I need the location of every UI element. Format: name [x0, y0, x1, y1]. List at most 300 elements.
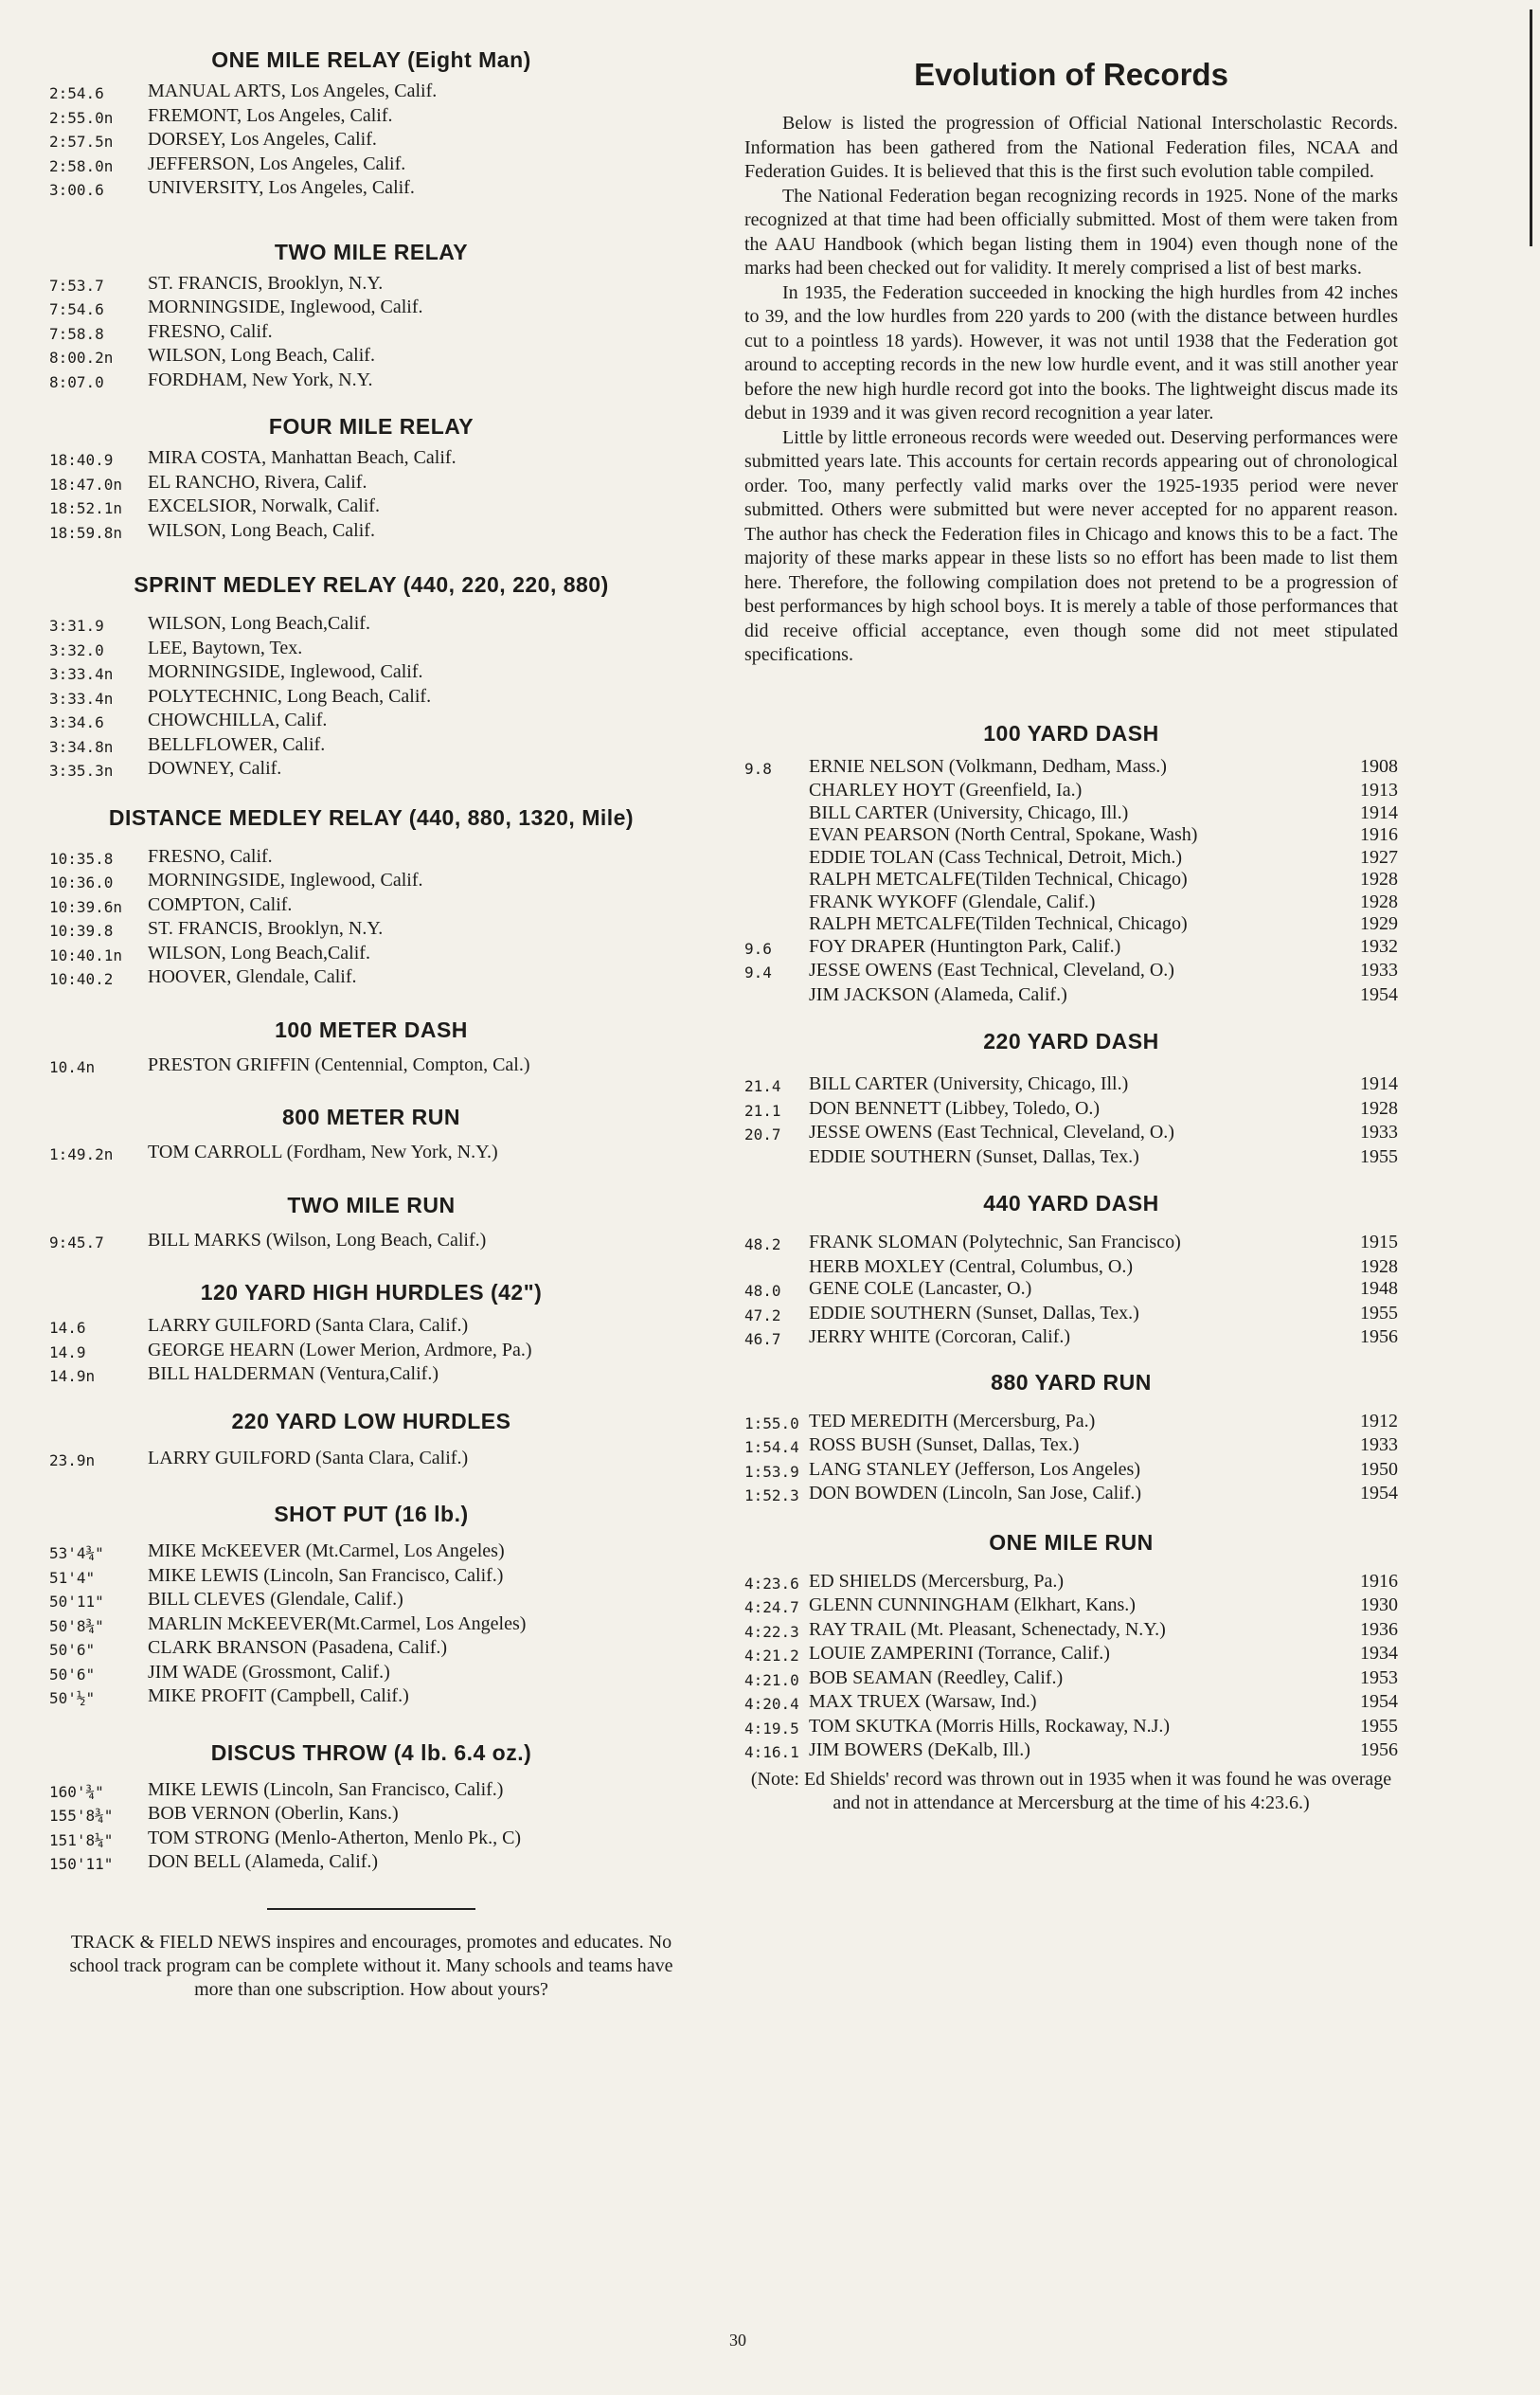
record-holder: EVAN PEARSON (North Central, Spokane, Wash)	[809, 824, 1198, 845]
record-mark: 10.4n	[49, 1057, 96, 1076]
record-holder: MIKE LEWIS (Lincoln, San Francisco, Calif.)	[148, 1564, 504, 1586]
record-row	[49, 105, 693, 130]
record-row	[49, 1315, 693, 1340]
record-holder: JERRY WHITE (Corcoran, Calif.)	[809, 1326, 1071, 1347]
right-column	[744, 47, 1398, 1815]
record-mark: 9.4	[744, 963, 772, 981]
record-mark: 3:32.0	[49, 640, 104, 659]
record-mark: 1:54.4	[744, 1438, 799, 1456]
record-row	[49, 321, 693, 346]
distance-medley-section	[49, 805, 693, 991]
record-holder: MIRA COSTA, Manhattan Beach, Calif.	[148, 447, 457, 468]
record-year: 1954	[1360, 1691, 1398, 1712]
record-row	[744, 1594, 1398, 1619]
record-mark: 2:55.0n	[49, 108, 114, 127]
record-holder: DON BELL (Alameda, Calif.)	[148, 1851, 379, 1872]
record-holder: ST. FRANCIS, Brooklyn, N.Y.	[148, 272, 384, 294]
section-heading: 120 YARD HIGH HURDLES (42")	[200, 1280, 543, 1305]
record-row	[49, 1142, 693, 1166]
record-mark	[744, 913, 809, 936]
record-holder: FREMONT, Los Angeles, Calif.	[148, 104, 393, 126]
record-year: 1955	[1360, 1145, 1398, 1167]
record-holder: EL RANCHO, Rivera, Calif.	[148, 471, 367, 493]
section-heading: ONE MILE RUN	[989, 1529, 1154, 1555]
record-year: 1914	[1360, 1073, 1398, 1094]
record-mark: 47.2	[744, 1306, 781, 1324]
record-mark: 7:54.6	[49, 300, 104, 318]
record-holder: TOM SKUTKA (Morris Hills, Rockaway, N.J.)	[809, 1715, 1171, 1737]
record-mark: 51'4"	[49, 1568, 96, 1587]
record-year: 1933	[1360, 1122, 1398, 1143]
record-mark: 46.7	[744, 1330, 781, 1348]
record-holder: HERB MOXLEY (Central, Columbus, O.)	[809, 1255, 1134, 1277]
record-year: 1932	[1360, 935, 1398, 957]
record-list	[49, 1230, 693, 1254]
record-mark: 8:00.2n	[49, 349, 114, 367]
record-holder: JIM BOWERS (DeKalb, Ill.)	[809, 1739, 1030, 1760]
record-mark: 53'4¾"	[49, 1544, 104, 1562]
record-mark: 1:55.0	[744, 1414, 799, 1432]
record-holder: EDDIE TOLAN (Cass Technical, Detroit, Mich.)	[809, 846, 1183, 868]
record-row	[744, 1434, 1398, 1459]
record-holder: DON BENNETT (Libbey, Toledo, O.)	[809, 1097, 1101, 1119]
section-heading: FOUR MILE RELAY	[268, 414, 475, 439]
record-mark	[744, 802, 809, 825]
section-heading: 220 YARD DASH	[983, 1029, 1159, 1053]
record-mark: 23.9n	[49, 1450, 96, 1469]
record-holder: LOUIE ZAMPERINI (Torrance, Calif.)	[809, 1643, 1110, 1664]
record-mark	[744, 1146, 809, 1169]
record-year: 1928	[1360, 891, 1398, 912]
record-mark: 3:34.8n	[49, 737, 114, 756]
record-holder: MIKE McKEEVER (Mt.Carmel, Los Angeles)	[148, 1540, 505, 1561]
hundred-meter-section	[49, 1017, 693, 1079]
record-holder: EXCELSIOR, Norwalk, Calif.	[148, 495, 380, 516]
record-holder: RAY TRAIL (Mt. Pleasant, Schenectady, N.Y.)	[809, 1618, 1166, 1640]
record-mark: 2:58.0n	[49, 156, 114, 175]
section-heading: 100 METER DASH	[275, 1017, 468, 1042]
record-row	[49, 1828, 693, 1852]
record-holder: JIM JACKSON (Alameda, Calif.)	[809, 983, 1067, 1005]
record-row	[49, 943, 693, 967]
record-list	[49, 1054, 693, 1079]
record-list	[49, 273, 693, 394]
record-list	[49, 1779, 693, 1876]
record-row	[49, 273, 693, 297]
record-year: 1934	[1360, 1643, 1398, 1664]
record-holder: MIKE PROFIT (Campbell, Calif.)	[148, 1685, 409, 1706]
record-year: 1953	[1360, 1666, 1398, 1688]
record-list	[744, 1232, 1398, 1351]
record-row	[744, 1122, 1398, 1146]
record-mark: 3:35.3n	[49, 762, 114, 780]
record-holder: JIM WADE (Grossmont, Calif.)	[148, 1661, 390, 1683]
page-title: Evolution of Records	[914, 57, 1228, 92]
record-holder: BILL MARKS (Wilson, Long Beach, Calif.)	[148, 1229, 487, 1251]
section-heading: DISCUS THROW (4 lb. 6.4 oz.)	[210, 1739, 532, 1765]
record-holder: RALPH METCALFE(Tilden Technical, Chicago)	[809, 869, 1188, 890]
record-holder: CLARK BRANSON (Pasadena, Calif.)	[148, 1637, 448, 1658]
record-mark: 48.0	[744, 1282, 781, 1300]
record-mark: 10:39.8	[49, 922, 114, 940]
record-holder: TED MEREDITH (Mercersburg, Pa.)	[809, 1410, 1096, 1432]
record-holder: ED SHIELDS (Mercersburg, Pa.)	[809, 1570, 1065, 1592]
record-mark: 4:24.7	[744, 1598, 799, 1616]
record-row	[49, 1540, 693, 1565]
record-holder: GEORGE HEARN (Lower Merion, Ardmore, Pa.)	[148, 1339, 532, 1360]
record-holder: CHARLEY HOYT (Greenfield, Ia.)	[809, 780, 1083, 801]
record-holder: DORSEY, Los Angeles, Calif.	[148, 129, 377, 150]
record-year: 1916	[1360, 824, 1398, 845]
intro-paragraph: In 1935, the Federation succeeded in knocking the high hurdles from 42 inches to 39, and the low hurdles from 220 yards to 200 (with the distance between hurdles cut to a pointless 18 yards). However, it was not until 1938 that the Federation got around to accepting records in the new low hurdle event, and it was still another year before the new high hurdle record got into the books. The lightweight discus made its debut in 1939 and it was given record recognition a year later.	[744, 281, 1398, 423]
record-list	[744, 1571, 1398, 1764]
record-holder: WILSON, Long Beach,Calif.	[148, 942, 370, 963]
record-year: 1955	[1360, 1715, 1398, 1737]
record-holder: FRANK WYKOFF (Glendale, Calif.)	[809, 891, 1096, 912]
record-row	[49, 613, 693, 638]
record-holder: BILL HALDERMAN (Ventura,Calif.)	[148, 1363, 439, 1384]
record-holder: DON BOWDEN (Lincoln, San Jose, Calif.)	[809, 1483, 1142, 1504]
record-row	[744, 984, 1398, 1007]
section-heading: 880 YARD RUN	[991, 1369, 1152, 1395]
record-row	[744, 1326, 1398, 1351]
record-holder: WILSON, Long Beach, Calif.	[148, 519, 375, 541]
record-row	[744, 891, 1398, 914]
section-heading: TWO MILE RUN	[287, 1192, 456, 1217]
record-holder: LARRY GUILFORD (Santa Clara, Calif.)	[148, 1315, 469, 1336]
divider	[267, 1908, 475, 1910]
record-holder: BELLFLOWER, Calif.	[148, 733, 326, 755]
record-holder: MANUAL ARTS, Los Angeles, Calif.	[148, 81, 438, 101]
record-year: 1936	[1360, 1618, 1398, 1640]
intro-paragraph: Below is listed the progression of Official National Interscholastic Records. Information has been gathered from the National Federation files, NCAA and Federation Guides. It is believed that this is the first such evolution table compiled.	[744, 113, 1398, 182]
shot-put-section	[49, 1502, 693, 1710]
record-row	[49, 1803, 693, 1828]
record-row	[49, 966, 693, 991]
record-mark: 4:16.1	[744, 1743, 799, 1761]
record-holder: MORNINGSIDE, Inglewood, Calif.	[148, 297, 423, 317]
record-row	[49, 345, 693, 369]
record-row	[49, 638, 693, 662]
record-mark: 155'8¾"	[49, 1807, 114, 1825]
record-row	[744, 1643, 1398, 1667]
record-list	[744, 756, 1398, 1007]
record-holder: JEFFERSON, Los Angeles, Calif.	[148, 153, 406, 174]
record-mark: 3:34.6	[49, 713, 104, 731]
record-year: 1948	[1360, 1278, 1398, 1299]
record-holder: GLENN CUNNINGHAM (Elkhart, Kans.)	[809, 1594, 1136, 1615]
record-row	[744, 824, 1398, 847]
record-mark: 9.6	[744, 939, 772, 958]
record-row	[49, 661, 693, 686]
record-mark: 2:54.6	[49, 84, 104, 102]
section-heading: DISTANCE MEDLEY RELAY (440, 880, 1320, Mile)	[108, 804, 635, 830]
record-year: 1912	[1360, 1410, 1398, 1432]
record-row	[49, 1054, 693, 1079]
record-row	[49, 153, 693, 178]
mile-section	[744, 1530, 1398, 1815]
record-row	[744, 1303, 1398, 1327]
record-mark: 48.2	[744, 1235, 781, 1253]
two-mile-relay-section	[49, 240, 693, 394]
record-list	[49, 1540, 693, 1710]
record-row	[744, 1411, 1398, 1435]
record-row	[744, 936, 1398, 961]
record-mark: 4:22.3	[744, 1622, 799, 1641]
record-year: 1950	[1360, 1458, 1398, 1480]
four-mile-relay-section	[49, 414, 693, 544]
intro-paragraph: The National Federation began recognizing records in 1925. None of the marks recognized at that time had been officially submitted. Most of them were taken from the AAU Handbook (which began listing them in 1904) even though none of the marks had been checked out for validity. It merely comprised a list of best marks.	[744, 185, 1398, 279]
record-row	[49, 369, 693, 394]
section-heading: 220 YARD LOW HURDLES	[231, 1408, 511, 1433]
record-holder: LARRY GUILFORD (Santa Clara, Calif.)	[148, 1447, 469, 1468]
record-holder: MIKE LEWIS (Lincoln, San Francisco, Calif.)	[148, 1778, 504, 1800]
record-mark: 1:52.3	[744, 1486, 799, 1504]
record-holder: COMPTON, Calif.	[148, 893, 293, 915]
record-mark: 2:57.5n	[49, 133, 114, 151]
record-row	[49, 1589, 693, 1613]
section-heading: 800 METER RUN	[282, 1105, 460, 1129]
record-row	[49, 447, 693, 472]
section-heading: ONE MILE RELAY (Eight Man)	[211, 47, 531, 72]
record-year: 1915	[1360, 1232, 1398, 1252]
record-row	[49, 177, 693, 202]
record-holder: ST. FRANCIS, Brooklyn, N.Y.	[148, 918, 384, 939]
record-row	[744, 1691, 1398, 1716]
section-heading: TWO MILE RELAY	[274, 239, 469, 264]
record-mark: 8:07.0	[49, 372, 104, 391]
record-row	[49, 894, 693, 919]
record-list	[744, 1411, 1398, 1507]
record-row	[49, 870, 693, 894]
record-holder: TOM CARROLL (Fordham, New York, N.Y.)	[148, 1142, 498, 1162]
record-mark: 14.9n	[49, 1367, 96, 1385]
record-holder: BILL CARTER (University, Chicago, Ill.)	[809, 1073, 1129, 1094]
record-mark	[744, 869, 809, 891]
record-holder: UNIVERSITY, Los Angeles, Calif.	[148, 177, 415, 198]
dash220-section	[744, 1029, 1398, 1168]
record-mark: 151'8¼"	[49, 1830, 114, 1849]
record-row	[49, 472, 693, 496]
record-mark: 160'¾"	[49, 1782, 104, 1801]
record-mark: 3:00.6	[49, 181, 104, 199]
record-holder: FORDHAM, New York, N.Y.	[148, 369, 373, 390]
record-row	[744, 1232, 1398, 1256]
intro-paragraph: Little by little erroneous records were weeded out. Deserving performances were submitted years late. This accounts for certain records appearing out of chronological order. Too, many perfectly valid marks over the 1925-1935 period were never submitted. Others were submitted but were never accepted for no apparent reason. The author has check the Federation files in Chicago and knows this to be a fact. The majority of these marks appear in these lists so no effort has been made to list them here. Therefore, the following compilation does not pretend to be a progression of best performances by high school boys. It is merely a table of those performances that did receive official acceptance, even though some did not meet stipulated specifications.	[744, 426, 1398, 665]
record-holder: ERNIE NELSON (Volkmann, Dedham, Mass.)	[809, 755, 1167, 777]
record-row	[49, 686, 693, 711]
record-holder: FRESNO, Calif.	[148, 320, 273, 342]
record-row	[744, 1739, 1398, 1764]
record-mark	[744, 1256, 809, 1279]
record-mark	[744, 847, 809, 870]
record-mark: 4:23.6	[744, 1574, 799, 1593]
record-row	[49, 1662, 693, 1686]
record-mark: 9:45.7	[49, 1233, 104, 1252]
record-row	[744, 1098, 1398, 1123]
record-list	[49, 1142, 693, 1166]
record-mark: 18:40.9	[49, 451, 114, 469]
record-row	[744, 847, 1398, 870]
record-row	[49, 1685, 693, 1710]
record-list	[49, 1448, 693, 1472]
record-list	[49, 846, 693, 991]
eight-hundred-meter-section	[49, 1105, 693, 1166]
record-holder: EDDIE SOUTHERN (Sunset, Dallas, Tex.)	[809, 1145, 1139, 1167]
record-holder: MAX TRUEX (Warsaw, Ind.)	[809, 1691, 1037, 1712]
record-row	[744, 756, 1398, 781]
record-holder: BOB VERNON (Oberlin, Kans.)	[148, 1803, 399, 1824]
record-holder: WILSON, Long Beach,Calif.	[148, 613, 370, 634]
section-heading: SHOT PUT (16 lb.)	[274, 1502, 469, 1526]
page-edge-mark	[1530, 9, 1532, 246]
record-row	[49, 918, 693, 943]
record-row	[744, 780, 1398, 802]
record-row	[744, 913, 1398, 936]
record-mark	[744, 891, 809, 914]
record-holder: LANG STANLEY (Jefferson, Los Angeles)	[809, 1458, 1140, 1480]
record-year: 1954	[1360, 1483, 1398, 1504]
record-holder: MARLIN McKEEVER(Mt.Carmel, Los Angeles)	[148, 1612, 527, 1634]
left-column	[49, 47, 693, 2021]
record-holder: TOM STRONG (Menlo-Atherton, Menlo Pk., C)	[148, 1827, 522, 1848]
record-holder: HOOVER, Glendale, Calif.	[148, 966, 357, 987]
record-row	[49, 1448, 693, 1472]
record-mark: 1:49.2n	[49, 1145, 114, 1163]
record-mark: 4:21.2	[744, 1647, 799, 1665]
record-row	[49, 1565, 693, 1590]
record-row	[744, 1459, 1398, 1484]
record-year: 1956	[1360, 1326, 1398, 1347]
record-mark: 10:40.1n	[49, 945, 123, 964]
record-row	[49, 1340, 693, 1364]
record-mark: 3:33.4n	[49, 665, 114, 683]
record-row	[744, 1278, 1398, 1303]
record-row	[744, 869, 1398, 891]
record-row	[744, 1146, 1398, 1169]
record-holder: PRESTON GRIFFIN (Centennial, Compton, Cal.)	[148, 1053, 530, 1075]
record-holder: FOY DRAPER (Huntington Park, Calif.)	[809, 935, 1121, 957]
low-hurdles-section	[49, 1409, 693, 1472]
record-mark: 50'6"	[49, 1665, 96, 1684]
record-holder: LEE, Baytown, Tex.	[148, 637, 303, 658]
dash440-section	[744, 1191, 1398, 1351]
record-mark: 14.6	[49, 1319, 86, 1337]
record-row	[49, 1637, 693, 1662]
record-mark: 4:21.0	[744, 1670, 799, 1689]
record-mark	[744, 824, 809, 847]
record-mark: 1:53.9	[744, 1462, 799, 1481]
record-year: 1954	[1360, 983, 1398, 1005]
record-mark: 10:39.6n	[49, 897, 123, 916]
mile-note: (Note: Ed Shields' record was thrown out in 1935 when it was found he was overage and not in attendance at Mercersburg at the time of his 4:23.6.)	[750, 1768, 1392, 1813]
section-heading: 100 YARD DASH	[983, 720, 1159, 746]
record-list	[49, 447, 693, 544]
record-holder: EDDIE SOUTHERN (Sunset, Dallas, Tex.)	[809, 1302, 1139, 1324]
record-holder: FRANK SLOMAN (Polytechnic, San Francisco)	[809, 1232, 1181, 1252]
record-mark: 18:59.8n	[49, 523, 123, 542]
record-mark: 18:52.1n	[49, 499, 123, 517]
record-year: 1955	[1360, 1302, 1398, 1324]
record-year: 1913	[1360, 780, 1398, 801]
record-mark	[744, 984, 809, 1007]
record-year: 1928	[1360, 869, 1398, 890]
record-row	[49, 129, 693, 153]
discus-section	[49, 1740, 693, 1876]
record-row	[49, 81, 693, 105]
record-mark: 50'11"	[49, 1593, 104, 1611]
record-year: 1933	[1360, 1434, 1398, 1455]
record-row	[49, 520, 693, 545]
record-holder: MORNINGSIDE, Inglewood, Calif.	[148, 661, 423, 682]
advertisement-text: TRACK & FIELD NEWS inspires and encourages, promotes and educates. No school track program can be complete without it. Many schools and teams have more than one subscription. How about yours?	[69, 1931, 673, 2000]
record-mark: 4:19.5	[744, 1719, 799, 1738]
record-row	[49, 758, 693, 783]
record-row	[49, 734, 693, 759]
record-mark: 7:53.7	[49, 276, 104, 295]
record-year: 1927	[1360, 846, 1398, 868]
record-year: 1928	[1360, 1255, 1398, 1277]
record-year: 1930	[1360, 1594, 1398, 1615]
record-mark: 7:58.8	[49, 324, 104, 343]
record-list	[744, 1073, 1398, 1168]
record-holder: CHOWCHILLA, Calif.	[148, 710, 328, 730]
record-mark: 3:31.9	[49, 617, 104, 635]
record-holder: GENE COLE (Lancaster, O.)	[809, 1278, 1032, 1299]
record-row	[744, 1256, 1398, 1279]
record-list	[49, 81, 693, 202]
sprint-medley-section	[49, 572, 693, 783]
record-holder: MORNINGSIDE, Inglewood, Calif.	[148, 870, 423, 891]
record-mark: 14.9	[49, 1342, 86, 1361]
record-mark: 20.7	[744, 1125, 781, 1143]
one-mile-relay-section	[49, 47, 693, 202]
record-mark: 50'8¾"	[49, 1616, 104, 1635]
record-year: 1908	[1360, 755, 1398, 777]
record-mark: 10:40.2	[49, 970, 114, 988]
record-holder: BILL CARTER (University, Chicago, Ill.)	[809, 801, 1129, 823]
record-year: 1928	[1360, 1097, 1398, 1119]
record-mark: 3:33.4n	[49, 689, 114, 708]
record-row	[744, 1667, 1398, 1692]
record-mark: 10:36.0	[49, 873, 114, 891]
record-year: 1916	[1360, 1570, 1398, 1592]
record-mark	[744, 780, 809, 802]
high-hurdles-section	[49, 1280, 693, 1388]
record-holder: BILL CLEVES (Glendale, Calif.)	[148, 1589, 403, 1610]
record-row	[49, 1363, 693, 1388]
section-heading: SPRINT MEDLEY RELAY (440, 220, 220, 880)	[134, 572, 609, 597]
record-row	[49, 495, 693, 520]
record-list	[49, 613, 693, 783]
record-mark: 4:20.4	[744, 1695, 799, 1713]
record-holder: JESSE OWENS (East Technical, Cleveland, O.)	[809, 1122, 1174, 1143]
record-year: 1956	[1360, 1739, 1398, 1760]
two-mile-run-section	[49, 1193, 693, 1254]
record-row	[744, 1619, 1398, 1644]
record-mark: 18:47.0n	[49, 475, 123, 494]
record-holder: POLYTECHNIC, Long Beach, Calif.	[148, 685, 432, 707]
record-holder: DOWNEY, Calif.	[148, 758, 282, 779]
record-row	[744, 1073, 1398, 1098]
record-holder: BOB SEAMAN (Reedley, Calif.)	[809, 1666, 1064, 1688]
record-mark: 21.4	[744, 1077, 781, 1095]
record-row	[744, 960, 1398, 984]
record-holder: RALPH METCALFE(Tilden Technical, Chicago)	[809, 913, 1188, 934]
record-row	[49, 846, 693, 871]
record-year: 1933	[1360, 960, 1398, 981]
record-holder: FRESNO, Calif.	[148, 845, 273, 867]
